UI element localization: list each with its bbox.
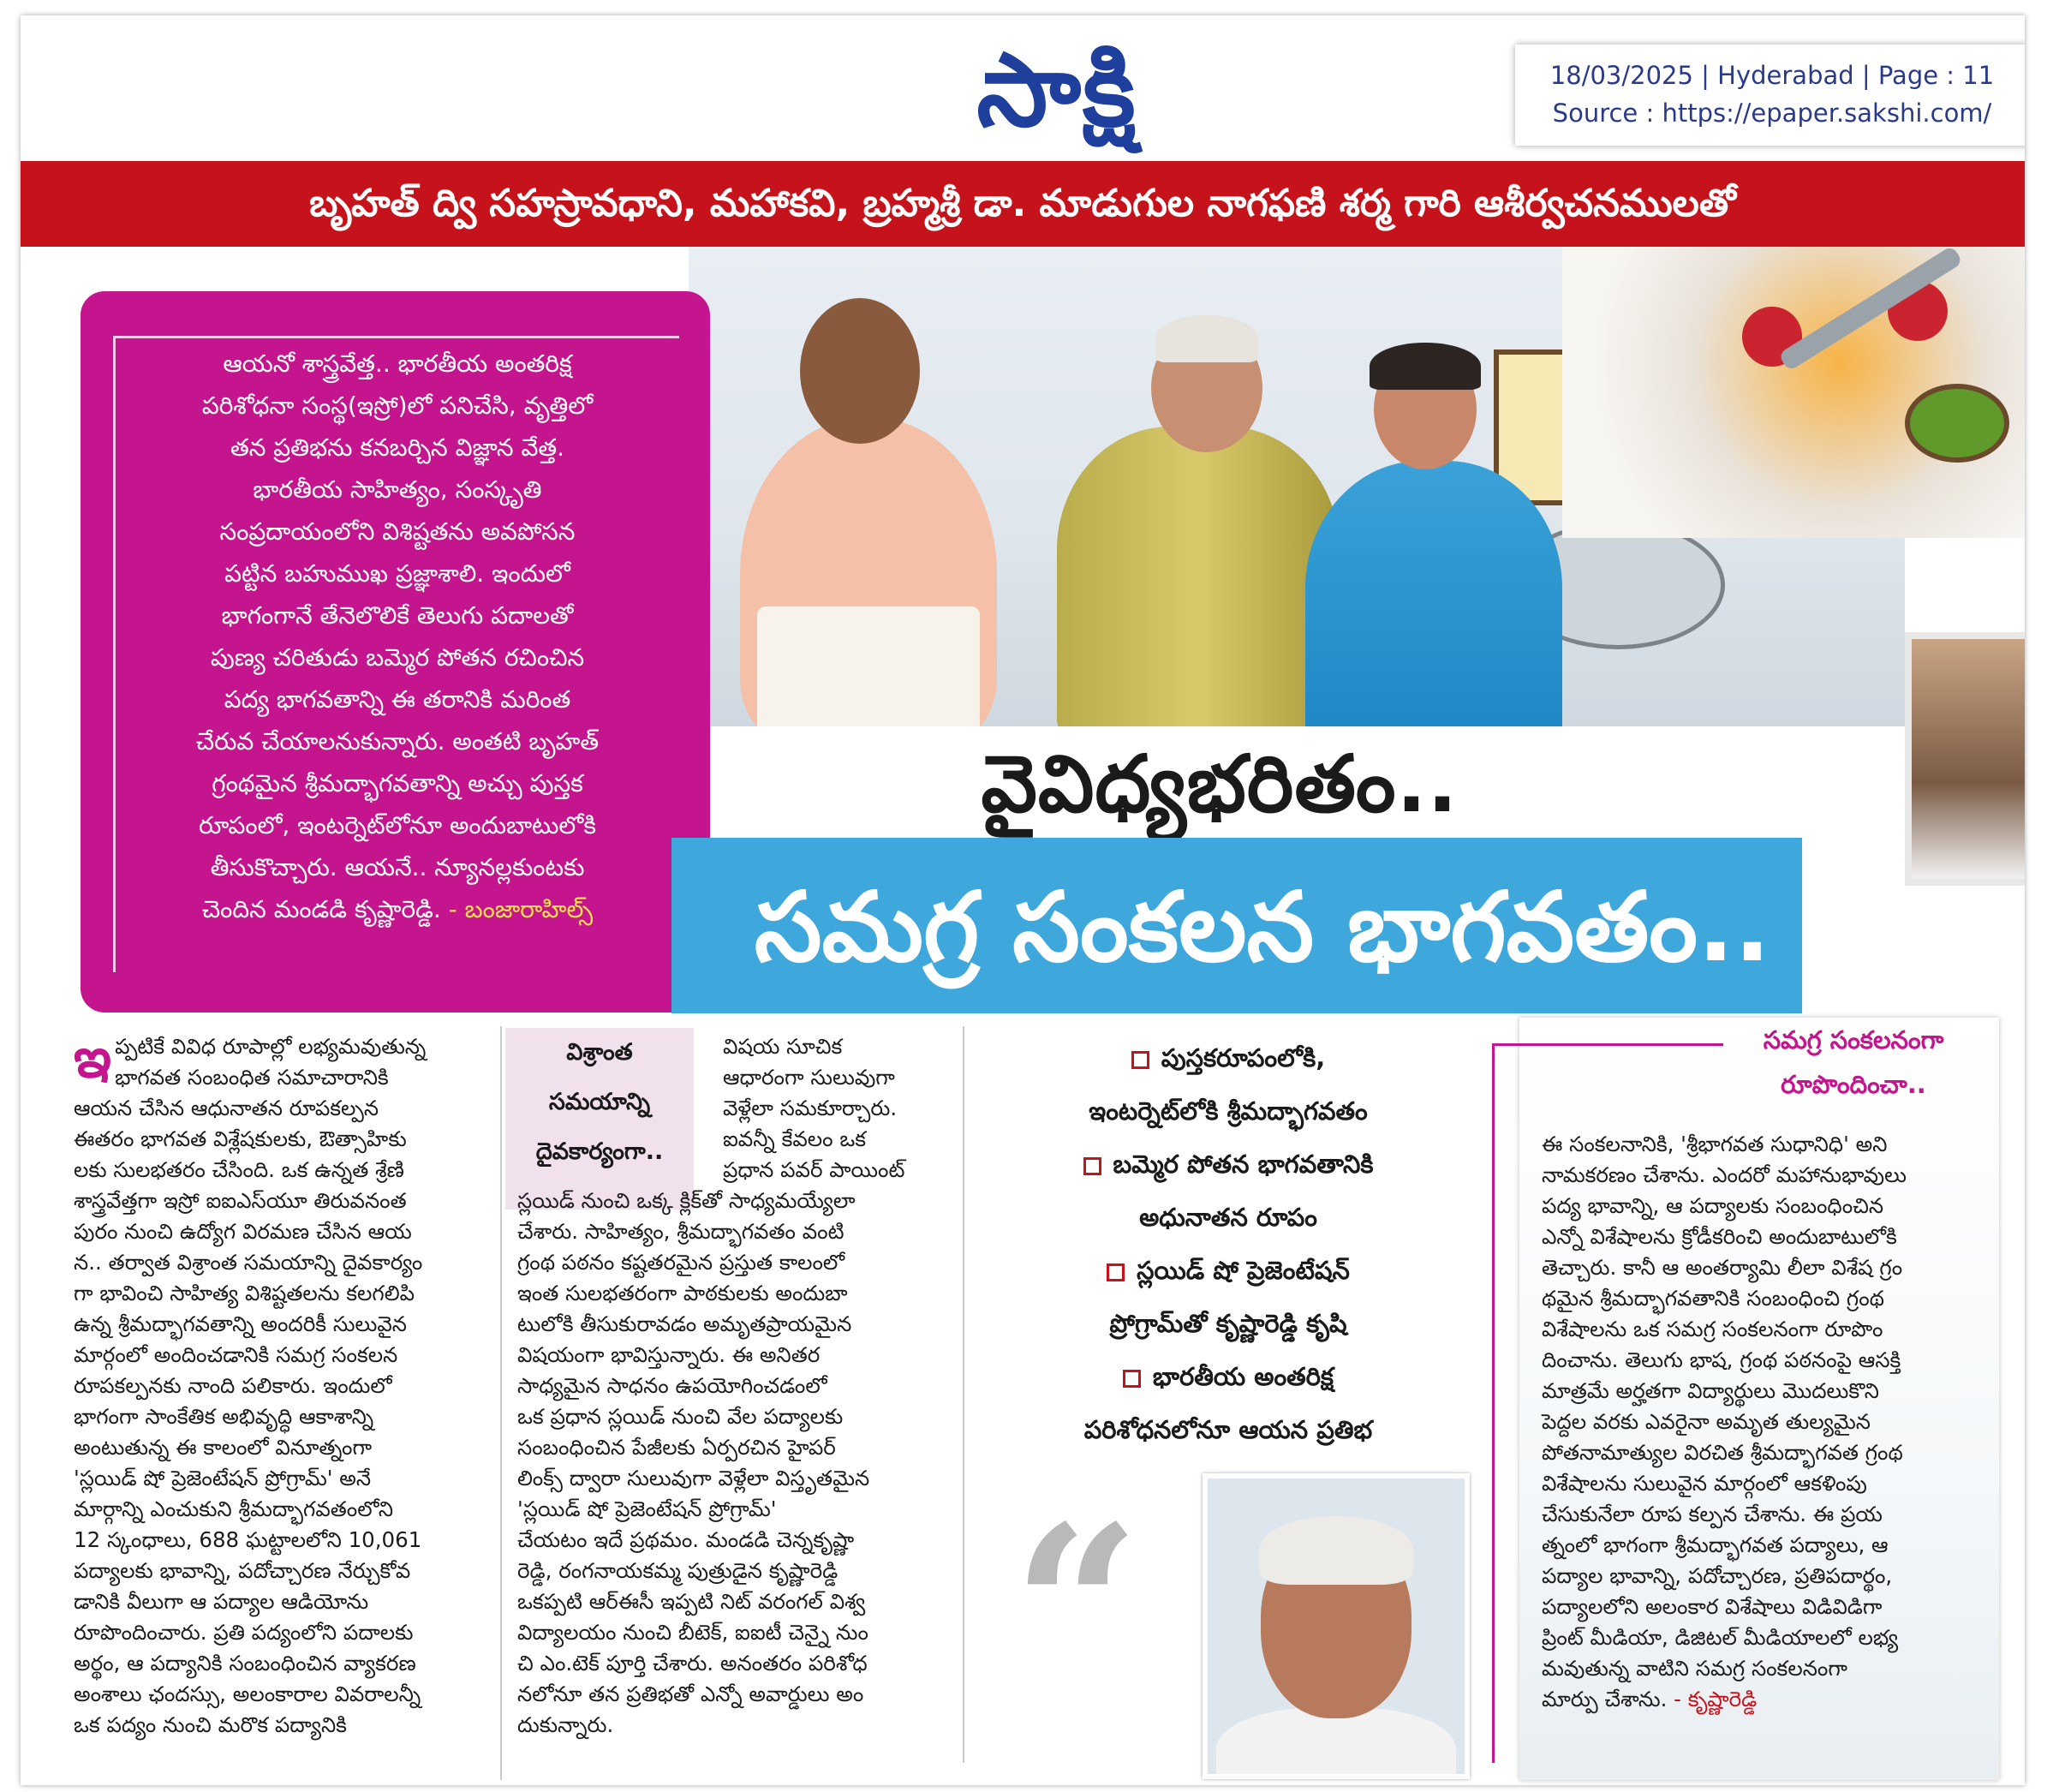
article-line: ఇంత సులభతరంగా పాఠకులకు అందుబా bbox=[517, 1281, 848, 1305]
adjacent-inset-photo bbox=[1905, 632, 2025, 886]
headline-line1: వైవిధ్యభరితం.. bbox=[981, 738, 1459, 830]
article-line: రూపొందించారు. ప్రతి పద్యంలోని పదాలకు bbox=[74, 1620, 414, 1645]
quote-line: దించాను. తెలుగు భాష, గ్రంథ పఠనంపై ఆసక్తి bbox=[1542, 1347, 1901, 1372]
highlight-item bbox=[988, 1138, 1468, 1191]
intro-line: గ్రంథమైన శ్రీమద్భాగవతాన్ని అచ్చు పుస్తక bbox=[212, 769, 583, 797]
priest-head bbox=[800, 298, 920, 444]
newspaper-page bbox=[21, 15, 2025, 1785]
intro-line: పరిశోధనా సంస్థ(ఇస్రో)లో పనిచేసి, వృత్తిలో bbox=[201, 391, 594, 420]
quote-line: విశేషాలను ఒక సమగ్ర సంకలనంగా రూపొం bbox=[1542, 1317, 1883, 1341]
bullet-square-icon bbox=[1131, 1051, 1149, 1069]
article-line: ఐవన్నీ కేవలం ఒక bbox=[723, 1126, 867, 1151]
article-line: భాగవత సంబంధిత సమాచారానికి bbox=[115, 1065, 389, 1090]
intro-text bbox=[132, 343, 663, 930]
article-column-2 bbox=[517, 1031, 963, 1741]
portrait-hair bbox=[1259, 1516, 1413, 1585]
intro-line: భారతీయ సాహిత్యం, సంస్కృతి bbox=[253, 475, 542, 504]
article-line: ఈతరం భాగవత విశ్లేషకులకు, ఔత్సాహికు bbox=[74, 1126, 407, 1151]
article-line: చేయటం ఇదే ప్రథమం. మండడి చెన్నకృష్ణా bbox=[517, 1527, 855, 1552]
article-line: సాధ్యమైన సాధనం ఉపయోగించడంలో bbox=[517, 1373, 827, 1398]
intro-line: పుణ్య చరితుడు బమ్మెర పోతన రచించిన bbox=[210, 643, 585, 672]
quote-title-line: సమగ్ర సంకలనంగా bbox=[1763, 1025, 1944, 1054]
article-line: మార్గంలో అందించడానికి సమగ్ర సంకలన bbox=[74, 1342, 398, 1367]
intro-box bbox=[81, 291, 710, 1012]
quote-line: ఈ సంకలనానికి, 'శ్రీభాగవత సుధానిధి' అని bbox=[1542, 1132, 1888, 1156]
woman-hair bbox=[1370, 343, 1481, 390]
quote-line: పద్యాల భావాన్ని, పదోచ్చారణ, ప్రతిపదార్థం, bbox=[1542, 1563, 1893, 1588]
article-line: శాస్త్రవేత్తగా ఇస్రో ఐఐఎస్‌యూ తిరువనంత bbox=[74, 1188, 407, 1213]
article-line: అర్థం, ఆ పద్యానికి సంబంధించిన వ్యాకరణ bbox=[74, 1651, 416, 1676]
panel-accent-line bbox=[1492, 1043, 1495, 1763]
highlight-item bbox=[988, 1350, 1468, 1403]
bullet-square-icon bbox=[1123, 1370, 1141, 1388]
article-line: విషయంగా భావిస్తున్నారు. ఈ అనితర bbox=[517, 1342, 821, 1367]
quote-last-line: మార్పు చేశాను. bbox=[1542, 1687, 1668, 1711]
honoree-hair bbox=[1155, 315, 1258, 362]
article-line: 'స్లయిడ్ షో ప్రెజెంటేషన్ ప్రోగ్రామ్' అనే bbox=[74, 1466, 372, 1490]
article-line: న.. తర్వాత విశ్రాంత సమయాన్ని దైవకార్యం bbox=[74, 1250, 423, 1275]
portrait-photo bbox=[1203, 1473, 1470, 1779]
article-line: విద్యాలయం నుంచి బీటెక్, ఐఐటీ చెన్నై నుం bbox=[517, 1620, 868, 1645]
intro-last-line: చెందిన మండడి కృష్ణారెడ్డి. bbox=[201, 895, 441, 923]
quote-line: నామకరణం చేశాను. ఎందరో మహానుభావులు bbox=[1542, 1162, 1907, 1187]
intro-line: భాగంగానే తేనెలొలికే తెలుగు పదాలతో bbox=[221, 601, 574, 630]
column-divider bbox=[500, 1026, 502, 1780]
honoree-shawl bbox=[1057, 427, 1340, 726]
highlights-list bbox=[988, 1031, 1468, 1456]
column-divider bbox=[963, 1026, 964, 1763]
edition-source: Source : https://epaper.sakshi.com/ bbox=[1552, 99, 1992, 128]
quote-line: మవుతున్న వాటిని సమగ్ర సంకలనంగా bbox=[1542, 1656, 1847, 1681]
article-line: గ్రంథ పఠనం కష్టతరమైన ప్రస్తుత కాలంలో bbox=[517, 1250, 845, 1275]
article-line: సంబంధించిన పేజీలకు ఏర్పరచిన హైపర్ bbox=[517, 1435, 836, 1460]
intro-line: పట్టిన బహుముఖ ప్రజ్ఞాశాలి. ఇందులో bbox=[224, 559, 570, 588]
portrait-shirt bbox=[1216, 1708, 1456, 1779]
article-line: విషయ సూచిక bbox=[723, 1034, 843, 1059]
quote-line: త్నంలో భాగంగా శ్రీమద్భాగవత పద్యాలు, ఆ bbox=[1542, 1532, 1889, 1557]
quote-line bbox=[1542, 1684, 2004, 1715]
drop-cap: ఇ bbox=[74, 1027, 112, 1090]
priest-dhoti bbox=[757, 606, 980, 726]
quote-line: థమైన శ్రీమద్భాగవతానికి సంబంధించి గ్రంథ bbox=[1542, 1286, 1884, 1311]
intro-credit: - బంజారాహిల్స్ bbox=[440, 895, 594, 923]
intro-line: తన ప్రతిభను కనబర్చిన విజ్ఞాన వేత్త. bbox=[230, 433, 565, 462]
quote-line: ఎన్నో విశేషాలను క్రోడీకరించి అందుబాటులోకి bbox=[1542, 1224, 1897, 1249]
edition-info-box bbox=[1515, 45, 2025, 146]
highlight-item: ప్రోగ్రామ్‌తో కృష్ణారెడ్డి కృషి bbox=[1109, 1309, 1347, 1338]
article-line: భాగంగా సాంకేతిక అభివృద్ధి ఆకాశాన్ని bbox=[74, 1404, 374, 1429]
article-line: ఆయన చేసిన ఆధునాతన రూపకల్పన bbox=[74, 1096, 379, 1120]
highlight-item: అధునాతన రూపం bbox=[1139, 1203, 1317, 1232]
article-line: పద్యాలకు భావాన్ని, పదోచ్చారణ నేర్చుకోవ bbox=[74, 1558, 411, 1583]
intro-line bbox=[132, 888, 663, 930]
article-line: ఒకప్పటి ఆర్‌ఈసీ ఇప్పటి నిట్ వరంగల్ విశ్వ bbox=[517, 1589, 866, 1614]
subheading-line: సమయాన్ని bbox=[548, 1089, 651, 1115]
quote-title-line: రూపొందించా.. bbox=[1781, 1070, 1926, 1099]
article-column-1 bbox=[74, 1027, 519, 1741]
quote-line: పోతనామాత్యుల విరచిత శ్రీమద్భాగవత గ్రంథ bbox=[1542, 1440, 1903, 1465]
quote-mark-icon: “ bbox=[1012, 1478, 1141, 1739]
article-line: గా భావించి సాహిత్య విశిష్టతలను కలగలిపి bbox=[74, 1281, 415, 1305]
bullet-square-icon bbox=[1083, 1157, 1101, 1175]
highlight-text: స్లయిడ్ షో ప్రెజెంటేషన్ bbox=[1137, 1256, 1350, 1285]
highlight-text: పుస్తకరూపంలోకి, bbox=[1161, 1043, 1326, 1072]
article-line: ఒక ప్రధాన స్లయిడ్ నుంచి వేల పద్యాలకు bbox=[517, 1404, 844, 1429]
article-line: మార్గాన్ని ఎంచుకుని శ్రీమద్భాగవతంలోని bbox=[74, 1496, 394, 1521]
highlight-item: ఇంటర్నెట్‌లోకి శ్రీమద్భాగవతం bbox=[1089, 1096, 1368, 1126]
headline-line2: సమగ్ర సంకలన భాగవతం.. bbox=[754, 872, 1771, 983]
blessing-banner: బృహత్ ద్వి సహస్రావధాని, మహాకవి, బ్రహ్మశ్రీ డా. మాడుగుల నాగఫణి శర్మ గారి ఆశీర్వచనములతో bbox=[21, 161, 2025, 247]
article-line: చేశారు. సాహిత్యం, శ్రీమద్భాగవతం వంటి bbox=[517, 1219, 844, 1244]
intro-line: పద్య భాగవతాన్ని ఈ తరానికి మరింత bbox=[224, 685, 571, 714]
article-line: రెడ్డి, రంగనాయకమ్మ పుత్రుడైన కృష్ణారెడ్డి bbox=[517, 1558, 839, 1583]
quote-line: పద్య భావాన్ని, ఆ పద్యాలకు సంబంధించిన bbox=[1542, 1193, 1884, 1218]
article-line: స్లయిడ్ నుంచి ఒక్క క్లిక్‌తో సాధ్యమయ్యేలా bbox=[517, 1188, 856, 1213]
quote-line: పెద్దల వరకు ఎవరైనా అమృత తుల్యమైన bbox=[1542, 1409, 1871, 1434]
bullet-square-icon bbox=[1107, 1263, 1125, 1281]
quote-line: మాత్రమే అర్హతగా విద్యార్థులు మొదలుకొని bbox=[1542, 1378, 1879, 1403]
article-line: డానికి వీలుగా ఆ పద్యాల ఆడియోను bbox=[74, 1589, 369, 1614]
article-line: ఆధారంగా సులువుగా bbox=[723, 1065, 895, 1090]
article-line: దుకున్నారు. bbox=[517, 1712, 614, 1737]
article-line: టులోకి తీసుకురావడం అమృతప్రాయమైన bbox=[517, 1311, 852, 1336]
panel-accent-line bbox=[1492, 1043, 1723, 1046]
article-line: ప్రధాన పవర్ పాయింట్ bbox=[723, 1157, 905, 1182]
highlight-item bbox=[988, 1031, 1468, 1084]
quote-line: ప్రింట్ మీడియా, డిజిటల్ మీడియాలలో లభ్య bbox=[1542, 1625, 1899, 1650]
article-line: ఉన్న శ్రీమద్భాగవతాన్ని అందరికీ సులువైన bbox=[74, 1311, 407, 1336]
quote-line: తెచ్చారు. కానీ ఆ అంతర్యామి లీలా విశేష గ్రం bbox=[1542, 1255, 1903, 1280]
edition-date-city-page: 18/03/2025 | Hyderabad | Page : 11 bbox=[1549, 61, 1995, 90]
article-line: పురం నుంచి ఉద్యోగ విరమణ చేసిన ఆయ bbox=[74, 1219, 412, 1244]
article-line: రూపకల్పనకు నాంది పలికారు. ఇందులో bbox=[74, 1373, 392, 1398]
subheading-line: దైవకార్యంగా.. bbox=[535, 1138, 664, 1165]
woman-saree bbox=[1305, 461, 1562, 726]
intro-line: తీసుకొచ్చారు. ఆయనే.. న్యూనల్లకుంటకు bbox=[210, 853, 585, 881]
intro-line: చేరువ చేయాలనుకున్నారు. అంతటి బృహత్ bbox=[195, 727, 600, 756]
article-line: నలోనూ తన ప్రతిభతో ఎన్నో అవార్డులు అం bbox=[517, 1681, 864, 1706]
article-line: లింక్స్ ద్వారా సులువుగా వెళ్లేలా విస్తృతమైన bbox=[517, 1466, 870, 1490]
quote-line: చేసుకునేలా రూప కల్పన చేశాను. ఈ ప్రయ bbox=[1542, 1502, 1883, 1526]
quote-credit: - కృష్ణారెడ్డి bbox=[1667, 1687, 1758, 1711]
highlight-text: భారతీయ అంతరిక్ష bbox=[1152, 1362, 1334, 1391]
article-line: ఒక పద్యం నుంచి మరొక పద్యానికి bbox=[74, 1712, 347, 1737]
article-line: చి ఎం.టెక్ పూర్తి చేశారు. అనంతరం పరిశోధ bbox=[517, 1651, 868, 1676]
quote-text bbox=[1542, 1129, 2004, 1715]
masthead-logo: సాక్షి bbox=[976, 31, 1137, 149]
subheading-line: విశ్రాంత bbox=[566, 1039, 633, 1066]
quote-line: విశేషాలను సులువైన మార్గంలో ఆకళింపు bbox=[1542, 1471, 1867, 1496]
article-line: వెళ్లేలా సమకూర్చారు. bbox=[723, 1096, 898, 1120]
article-line: లకు సులభతరం చేసింది. ఒక ఉన్నత శ్రేణి bbox=[74, 1157, 404, 1182]
quote-panel-title bbox=[1725, 1018, 1982, 1107]
highlight-item: పరిశోధనలోనూ ఆయన ప్రతిభ bbox=[1083, 1415, 1373, 1444]
intro-line: రూపంలో, ఇంటర్నెట్‌లోనూ అందుబాటులోకి bbox=[199, 811, 596, 839]
highlight-item bbox=[988, 1244, 1468, 1297]
kiwi-slice bbox=[1905, 384, 2009, 463]
quote-line: పద్యాలలోని అలంకార విశేషాలు విడివిడిగా bbox=[1542, 1594, 1883, 1619]
intro-line: సంప్రదాయంలోని విశిష్టతను అవపోసన bbox=[219, 517, 576, 546]
highlight-text: బమ్మెర పోతన భాగవతానికి bbox=[1113, 1150, 1374, 1179]
article-line: అంటుతున్న ఈ కాలంలో వినూత్నంగా bbox=[74, 1435, 373, 1460]
article-line: 12 స్కంధాలు, 688 ఘట్టాలలోని 10,061 bbox=[74, 1527, 422, 1552]
article-line: ప్పటికే వివిధ రూపాల్లో లభ్యమవుతున్న bbox=[115, 1034, 427, 1059]
article-line: 'స్లయిడ్ షో ప్రెజెంటేషన్ ప్రోగ్రామ్' bbox=[517, 1496, 777, 1521]
adjacent-food-photo bbox=[1562, 247, 2025, 538]
article-line: అంశాలు ఛందస్సు, అలంకారాల వివరాలన్నీ bbox=[74, 1681, 421, 1706]
intro-line: ఆయనో శాస్త్రవేత్త.. భారతీయ అంతరిక్ష bbox=[223, 349, 572, 378]
